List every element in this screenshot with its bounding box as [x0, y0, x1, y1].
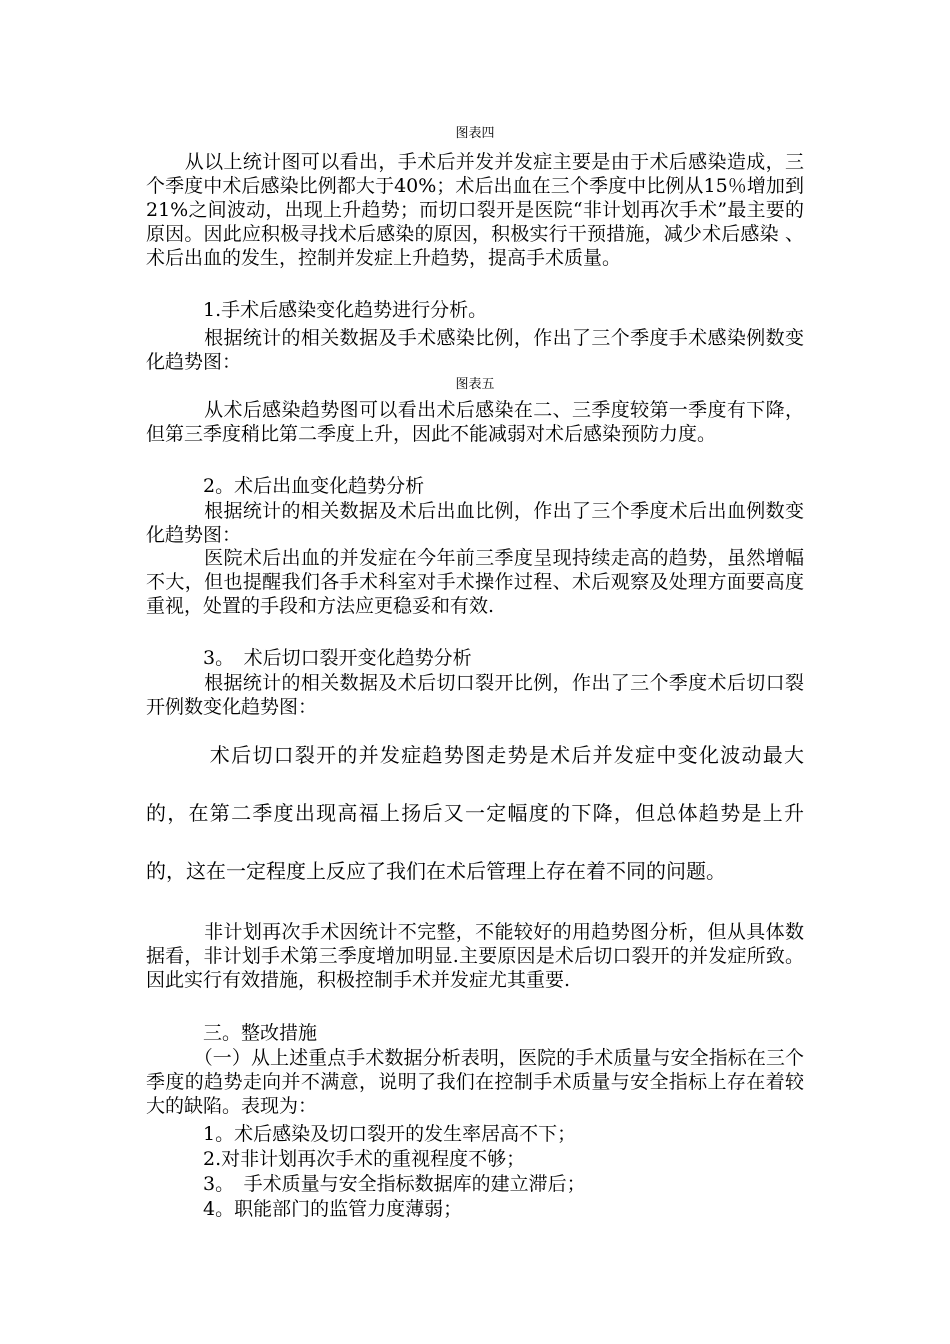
- list-item-2: 2.对非计划再次手术的重视程度不够；: [146, 1148, 526, 1170]
- figure-caption-4: 图表四: [455, 126, 495, 141]
- list-item-1: 1。术后感染及切口裂开的发生率居高不下；: [146, 1123, 577, 1145]
- paragraph-summary: 从以上统计图可以看出，手术后并发并发症主要是由于术后感染造成，三个季度中术后感染比例都大于40%；术后出血在三个季度中比例从15％增加到21%之间波动，出现上升趋势；而切口裂开是医院“非计划再次手术”最主要的原因。因此应积极寻找术后感染的原因，积极实行干预措施，减少术后感染 、术后出血的发生，控制并发症上升趋势，提高手术质量。: [146, 151, 804, 269]
- section-heading-infection: 1.手术后感染变化趋势进行分析。: [146, 299, 488, 321]
- section-heading-dehiscence: 3。 术后切口裂开变化趋势分析: [146, 647, 472, 669]
- paragraph-dehiscence-analysis: 术后切口裂开的并发症趋势图走势是术后并发症中变化波动最大的，在第二季度出现高福上扬后又一定幅度的下降，但总体趋势是上升的，这在一定程度上反应了我们在术后管理上存在着不同的问题。: [146, 743, 804, 883]
- section-heading-bleeding: 2。术后出血变化趋势分析: [146, 475, 425, 497]
- paragraph-bleeding-intro: 根据统计的相关数据及术后出血比例，作出了三个季度术后出血例数变化趋势图：: [146, 500, 804, 546]
- list-item-4: 4。职能部门的监管力度薄弱；: [146, 1198, 463, 1220]
- figure-caption-5: 图表五: [455, 377, 495, 392]
- paragraph-infection-intro: 根据统计的相关数据及手术感染比例，作出了三个季度手术感染例数变化趋势图：: [146, 327, 804, 373]
- section-heading-measures: 三。整改措施: [146, 1022, 318, 1044]
- paragraph-bleeding-analysis: 医院术后出血的并发症在今年前三季度呈现持续走高的趋势，虽然增幅不大，但也提醒我们各手术科室对手术操作过程、术后观察及处理方面要高度重视，处置的手段和方法应更稳妥和有效.: [146, 547, 804, 617]
- paragraph-infection-analysis: 从术后感染趋势图可以看出术后感染在二、三季度较第一季度有下降，但第三季度稍比第二季度上升，因此不能减弱对术后感染预防力度。: [146, 399, 804, 445]
- paragraph-measures-intro: （一）从上述重点手术数据分析表明，医院的手术质量与安全指标在三个季度的趋势走向并不满意，说明了我们在控制手术质量与安全指标上存在着较大的缺陷。表现为：: [146, 1047, 804, 1117]
- paragraph-dehiscence-intro: 根据统计的相关数据及术后切口裂开比例，作出了三个季度术后切口裂开例数变化趋势图：: [146, 672, 804, 718]
- paragraph-unplanned-surgery: 非计划再次手术因统计不完整，不能较好的用趋势图分析，但从具体数据看，非计划手术第三季度增加明显.主要原因是术后切口裂开的并发症所致。因此实行有效措施，积极控制手术并发症尤其重要.: [146, 921, 804, 991]
- list-item-3: 3。 手术质量与安全指标数据库的建立滞后；: [146, 1173, 586, 1195]
